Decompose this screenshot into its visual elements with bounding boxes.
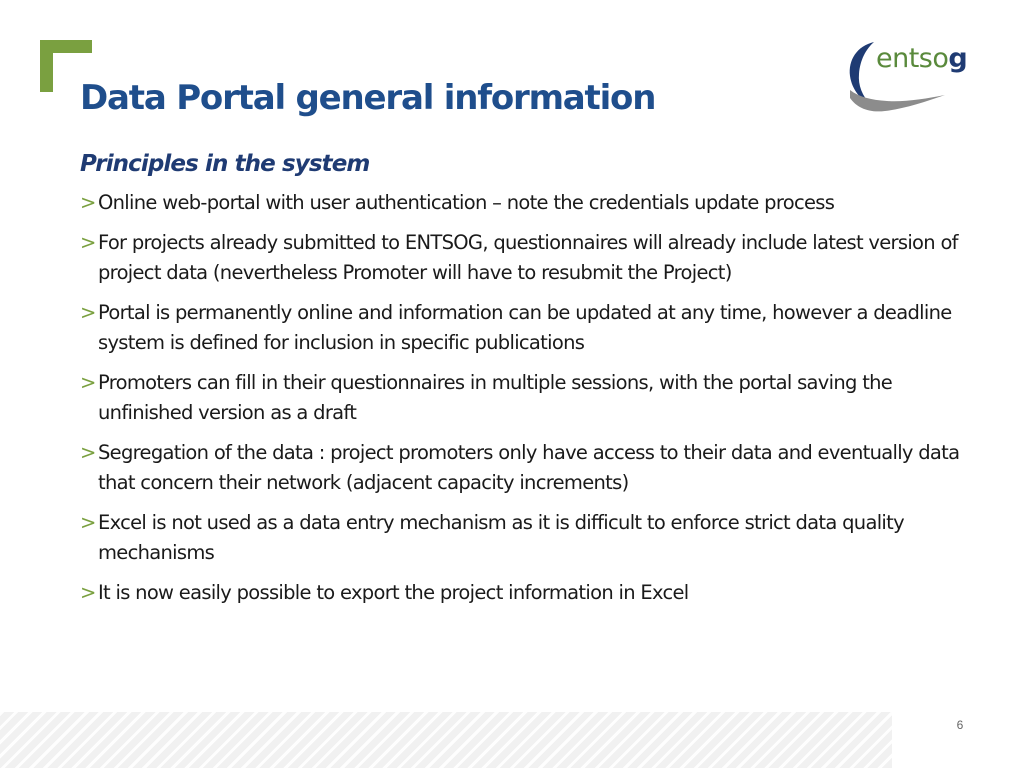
bullet-text: Online web-portal with user authentication – note the credentials update process <box>98 191 835 214</box>
page-number: 6 <box>956 718 964 732</box>
page-title: Data Portal general information <box>80 78 656 118</box>
bullet-marker: > <box>80 371 96 394</box>
bullet-text: It is now easily possible to export the project information in Excel <box>98 581 689 604</box>
bullet-item <box>80 228 990 288</box>
bullet-item <box>80 438 990 498</box>
bullet-marker: > <box>80 581 96 604</box>
bullet-item <box>80 508 990 568</box>
bullet-marker: > <box>80 441 96 464</box>
bullet-marker: > <box>80 231 96 254</box>
entsog-logo <box>845 38 980 114</box>
bullet-item <box>80 188 990 218</box>
bullet-marker: > <box>80 191 96 214</box>
bullet-text: Promoters can fill in their questionnaires in multiple sessions, with the portal saving the unfinished version as a draft <box>98 371 893 424</box>
footer-pattern-band <box>0 712 892 768</box>
bullet-item <box>80 298 990 358</box>
bullet-marker: > <box>80 301 96 324</box>
bullet-text: Excel is not used as a data entry mechanism as it is difficult to enforce strict data quality mechanisms <box>98 511 904 564</box>
bullet-list <box>80 188 990 608</box>
bullet-item <box>80 368 990 428</box>
bullet-text: Portal is permanently online and information can be updated at any time, however a deadline system is defined for inclusion in specific publications <box>98 301 952 354</box>
logo-text: entsog <box>876 43 968 74</box>
bullet-text: For projects already submitted to ENTSOG, questionnaires will already include latest version of project data (nevertheless Promoter will have to resubmit the Project) <box>98 231 958 284</box>
content-area <box>80 148 990 618</box>
bullet-text: Segregation of the data : project promoters only have access to their data and eventually data that concern their network (adjacent capacity increments) <box>98 441 960 494</box>
bullet-marker: > <box>80 511 96 534</box>
section-subtitle: Principles in the system <box>80 151 370 177</box>
bullet-item <box>80 578 990 608</box>
